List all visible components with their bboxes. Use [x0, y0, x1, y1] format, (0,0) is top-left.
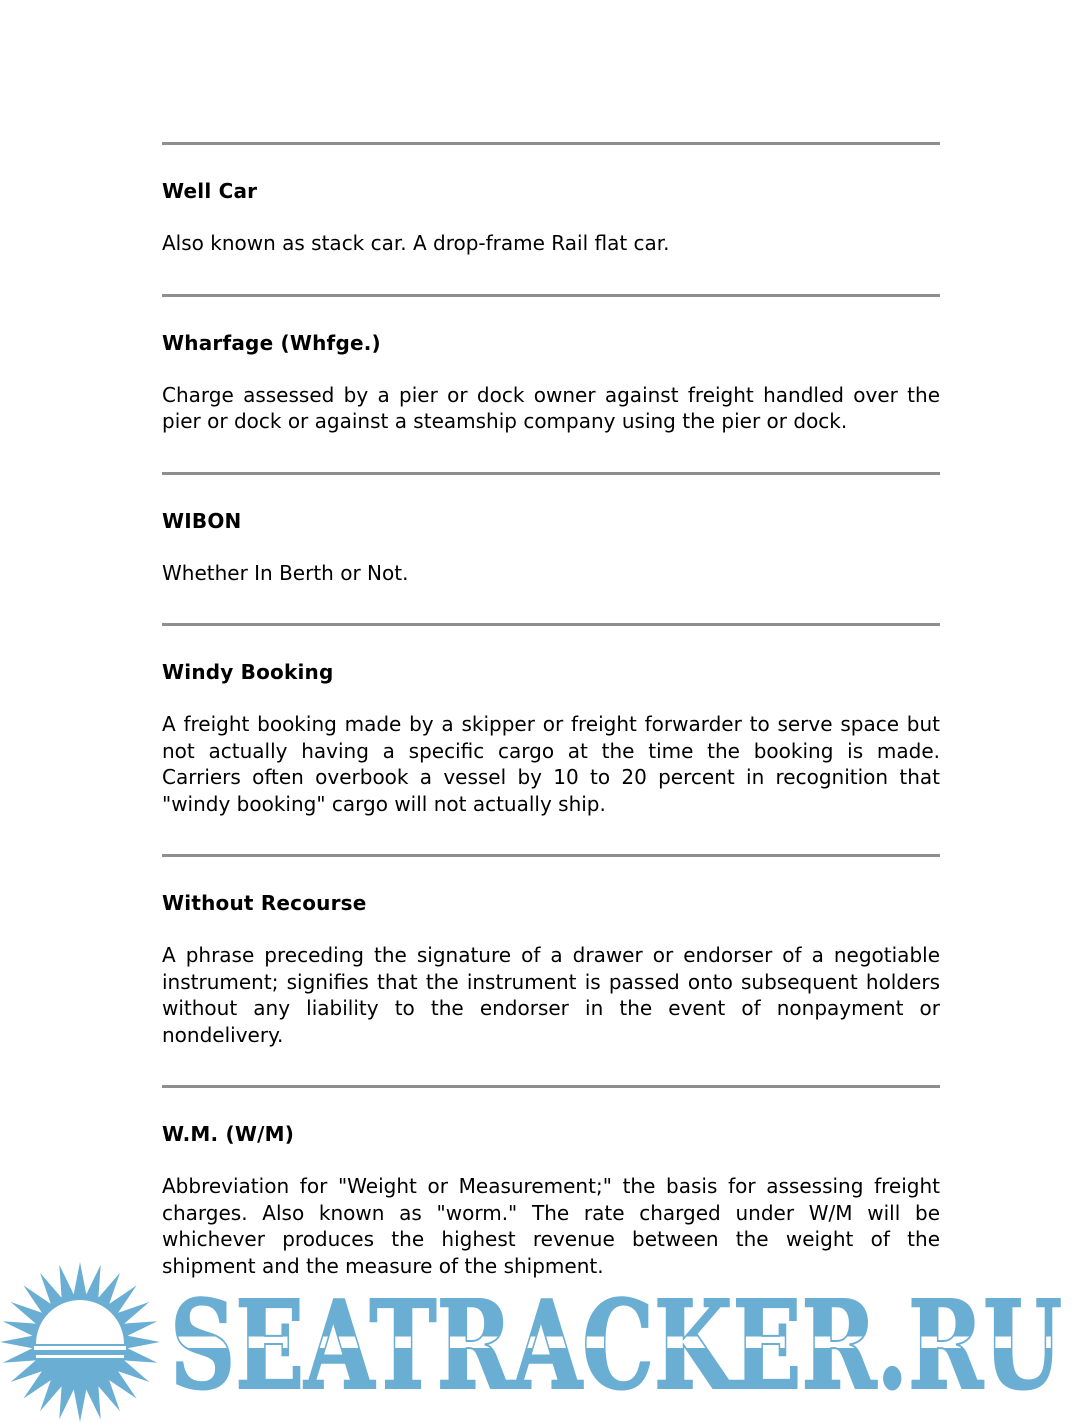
glossary-content	[162, 142, 960, 1279]
seatracker-watermark-logo	[0, 1262, 1080, 1425]
term-title: Without Recourse	[162, 891, 367, 915]
term-title: W.M. (W/M)	[162, 1122, 295, 1146]
watermark-text: SEATRACKER.RU	[170, 1273, 1062, 1417]
glossary-entry-windy-booking	[162, 626, 960, 854]
glossary-entry-well-car	[162, 145, 940, 294]
term-definition: A phrase preceding the signature of a drawer or endorser of a negotiable instrument; signifies that the instrument is passed onto subsequent holders without any liability to the endorser in the event of nonpayment or nondelivery.	[162, 943, 947, 1047]
term-definition: Whether In Berth or Not.	[162, 560, 409, 585]
term-definition: Also known as stack car. A drop-frame Rail flat car.	[162, 231, 670, 255]
glossary-entry-wm	[162, 1088, 947, 1279]
term-title: Wharfage (Whfge.)	[162, 330, 381, 355]
term-definition: Charge assessed by a pier or dock owner against freight handled over the pier or dock or against a steamship company using the pier or dock.	[162, 382, 947, 433]
glossary-entry-wharfage	[162, 297, 947, 472]
glossary-entry-without-recourse	[162, 857, 947, 1085]
term-title: Well Car	[162, 179, 258, 203]
term-title: Windy Booking	[162, 660, 334, 684]
glossary-entry-wibon	[162, 475, 940, 624]
term-title: WIBON	[162, 508, 242, 533]
sun-icon	[0, 1262, 160, 1422]
term-definition: Abbreviation for "Weight or Measurement;" the basis for assessing freight charges. Also known as "worm." The rate charged under W/M will be whichever produces the highest revenue between the weight of the shipment and the measure of the shipment.	[162, 1174, 947, 1278]
term-definition: A freight booking made by a skipper or freight forwarder to serve space but not actually having a specific cargo at the time the booking is made. Carriers often overbook a vessel by 10 to 20 percent in recognition that "windy booking" cargo will not actually ship.	[162, 712, 960, 816]
